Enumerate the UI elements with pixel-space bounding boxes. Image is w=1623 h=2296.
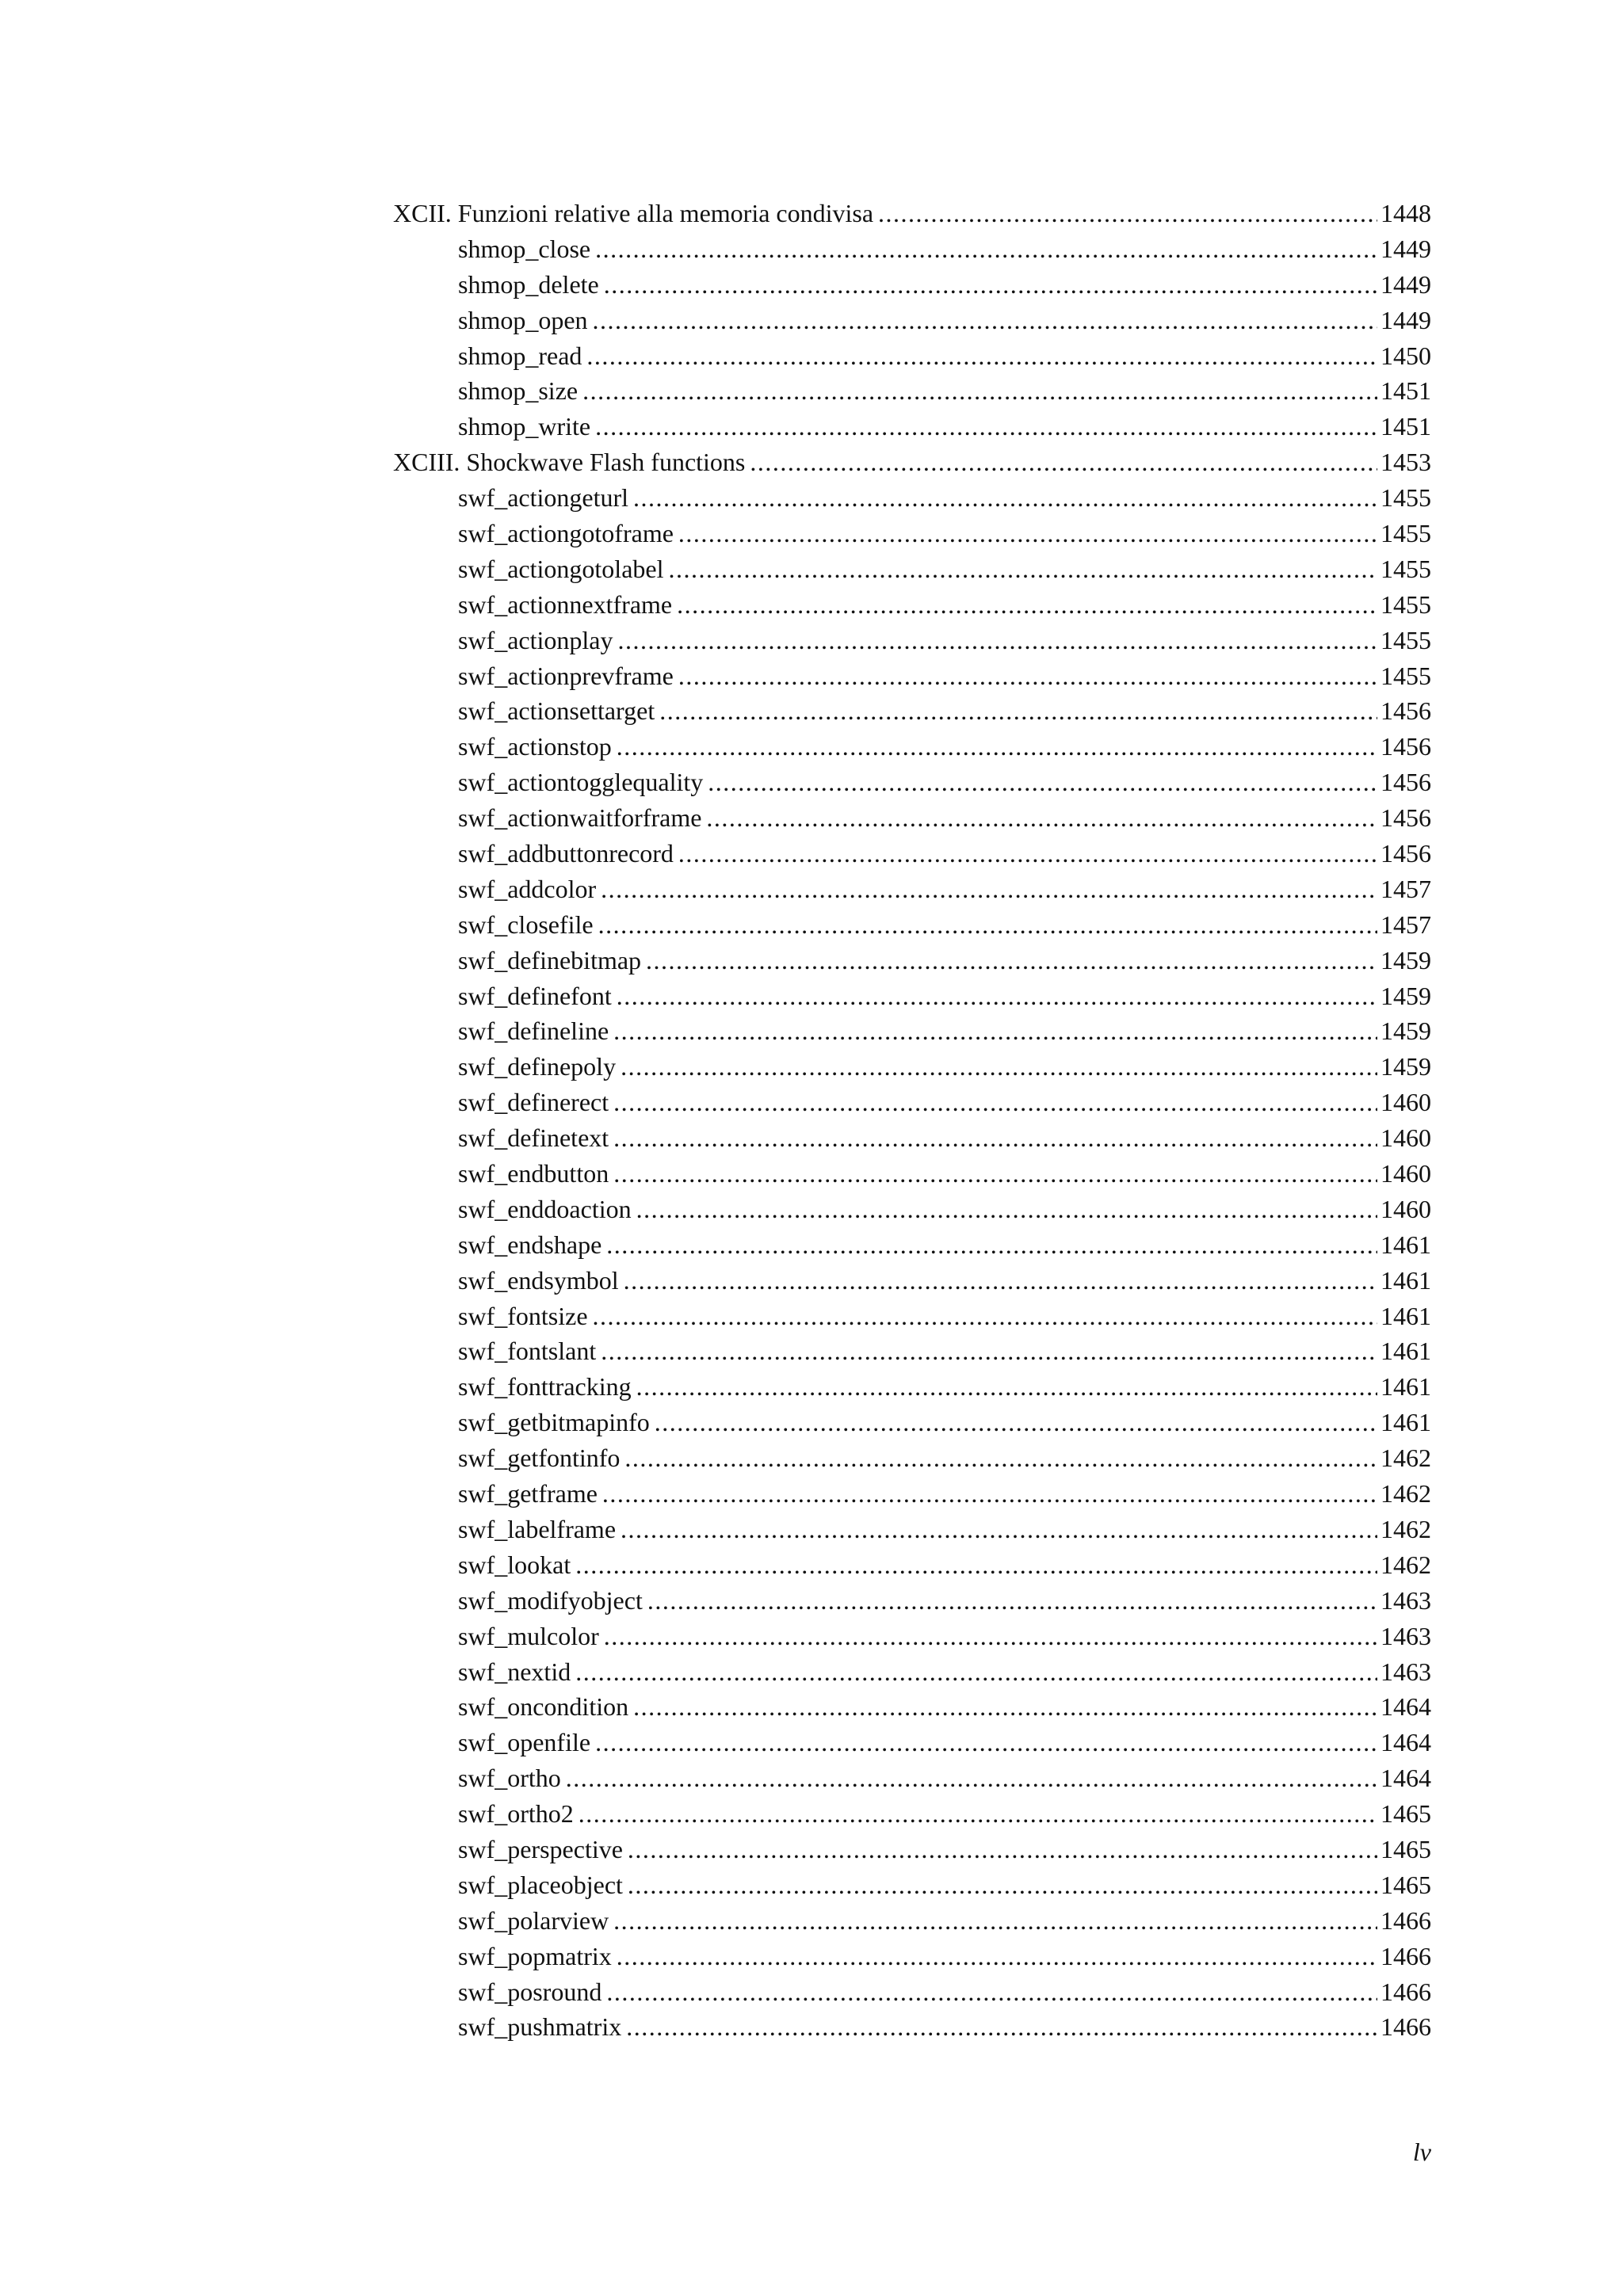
toc-entry-page: 1455 — [1381, 519, 1431, 547]
dot-leader — [579, 1796, 1377, 1832]
toc-entry[interactable] — [393, 587, 1431, 623]
dot-leader — [621, 1049, 1377, 1085]
toc-entry[interactable] — [393, 1974, 1431, 2010]
toc-entry-title: swf_openfile — [458, 1728, 591, 1757]
dot-leader — [613, 1120, 1377, 1156]
toc-entry-page: 1463 — [1381, 1621, 1431, 1650]
toc-entry-page: 1462 — [1381, 1479, 1431, 1508]
toc-entry-title: swf_polarview — [458, 1905, 609, 1935]
dot-leader — [598, 907, 1377, 943]
toc-entry-title: swf_ortho — [458, 1764, 561, 1793]
toc-entry-title: swf_actionsettarget — [458, 696, 655, 726]
toc-entry[interactable] — [393, 551, 1431, 587]
toc-entry-title: swf_fontsize — [458, 1301, 588, 1330]
dot-leader — [677, 587, 1377, 623]
toc-entry-title: swf_getfontinfo — [458, 1444, 621, 1473]
toc-entry[interactable] — [393, 1547, 1431, 1583]
toc-entry-title: shmop_open — [458, 305, 588, 334]
toc-entry-title: swf_fontslant — [458, 1337, 597, 1366]
dot-leader — [624, 1440, 1377, 1476]
toc-entry-title: swf_nextid — [458, 1657, 571, 1686]
dot-leader — [593, 1299, 1377, 1334]
toc-entry[interactable] — [393, 1832, 1431, 1867]
toc-entry-title: swf_posround — [458, 1977, 602, 2006]
dot-leader — [628, 1832, 1377, 1867]
dot-leader — [595, 231, 1377, 267]
toc-entry-title: swf_actiontogglequality — [458, 768, 704, 797]
toc-entry[interactable] — [393, 1725, 1431, 1760]
dot-leader — [604, 267, 1377, 303]
toc-entry-title: swf_actiongotoframe — [458, 519, 674, 547]
dot-leader — [613, 1903, 1377, 1939]
toc-entry[interactable] — [393, 658, 1431, 694]
toc-entry[interactable] — [393, 765, 1431, 800]
table-of-contents — [393, 196, 1431, 2045]
toc-entry-page: 1460 — [1381, 1194, 1431, 1223]
toc-entry[interactable] — [393, 729, 1431, 765]
toc-entry-title: swf_definetext — [458, 1123, 609, 1153]
toc-entry-page: 1465 — [1381, 1834, 1431, 1863]
dot-leader — [750, 444, 1377, 480]
toc-entry-page: 1466 — [1381, 2012, 1431, 2042]
toc-entry[interactable] — [393, 1689, 1431, 1725]
toc-entry-page: 1461 — [1381, 1337, 1431, 1366]
toc-entry-page: 1455 — [1381, 625, 1431, 654]
toc-entry[interactable] — [393, 1227, 1431, 1263]
toc-entry-title: swf_closefile — [458, 910, 594, 939]
toc-entry[interactable] — [393, 1512, 1431, 1547]
toc-entry-title: swf_ortho2 — [458, 1799, 574, 1829]
toc-entry-title: swf_oncondition — [458, 1692, 629, 1722]
toc-entry-page: 1461 — [1381, 1372, 1431, 1402]
toc-entry-page: 1461 — [1381, 1265, 1431, 1295]
dot-leader — [678, 516, 1377, 551]
toc-entry[interactable] — [393, 303, 1431, 338]
toc-entry-page: 1464 — [1381, 1692, 1431, 1722]
toc-entry-page: 1456 — [1381, 768, 1431, 797]
toc-entry-title: swf_pushmatrix — [458, 2012, 622, 2042]
toc-entry-page: 1449 — [1381, 305, 1431, 334]
toc-entry[interactable] — [393, 693, 1431, 729]
toc-entry-title: shmop_size — [458, 376, 579, 406]
dot-leader — [617, 729, 1377, 765]
toc-entry[interactable] — [393, 1760, 1431, 1796]
toc-entry-page: 1460 — [1381, 1088, 1431, 1117]
toc-entry-title: swf_labelframe — [458, 1514, 617, 1543]
toc-entry[interactable] — [393, 231, 1431, 267]
dot-leader — [595, 1725, 1377, 1760]
toc-entry-title: swf_lookat — [458, 1550, 571, 1579]
toc-entry[interactable] — [393, 1085, 1431, 1120]
toc-entry[interactable] — [393, 1013, 1431, 1049]
toc-entry[interactable] — [393, 943, 1431, 978]
toc-entry-title: shmop_read — [458, 341, 582, 370]
toc-entry-page: 1449 — [1381, 234, 1431, 263]
dot-leader — [617, 1939, 1377, 1974]
toc-entry-page: 1451 — [1381, 376, 1431, 406]
dot-leader — [636, 1369, 1377, 1405]
dot-leader — [628, 1867, 1377, 1903]
toc-entry-page: 1456 — [1381, 839, 1431, 868]
toc-entry-title: XCII. Funzioni relative alla memoria condivisa — [393, 198, 874, 227]
toc-entry-page: 1457 — [1381, 874, 1431, 903]
toc-entry-page: 1448 — [1381, 198, 1431, 227]
toc-entry-title: swf_actionnextframe — [458, 589, 673, 619]
dot-leader — [613, 1085, 1377, 1120]
dot-leader — [593, 303, 1377, 338]
toc-entry[interactable] — [393, 1796, 1431, 1832]
toc-entry[interactable] — [393, 373, 1431, 409]
toc-chapter-entry[interactable] — [393, 196, 1431, 231]
toc-entry-page: 1455 — [1381, 554, 1431, 583]
toc-entry-page: 1459 — [1381, 981, 1431, 1010]
toc-entry-title: swf_actionstop — [458, 732, 612, 761]
toc-entry-page: 1465 — [1381, 1799, 1431, 1829]
dot-leader — [668, 551, 1377, 587]
toc-entry[interactable] — [393, 1299, 1431, 1334]
dot-leader — [624, 1263, 1377, 1299]
toc-entry-title: swf_fonttracking — [458, 1372, 632, 1402]
toc-entry-title: swf_endshape — [458, 1230, 602, 1259]
toc-entry-page: 1450 — [1381, 341, 1431, 370]
toc-entry[interactable] — [393, 978, 1431, 1014]
dot-leader — [595, 409, 1377, 444]
toc-entry-page: 1455 — [1381, 483, 1431, 513]
toc-entry[interactable] — [393, 1192, 1431, 1227]
toc-entry-page: 1465 — [1381, 1870, 1431, 1899]
toc-entry-title: swf_enddoaction — [458, 1194, 632, 1223]
toc-entry[interactable] — [393, 1263, 1431, 1299]
toc-entry-title: swf_endbutton — [458, 1159, 609, 1188]
toc-entry-title: swf_actiongeturl — [458, 483, 629, 513]
dot-leader — [878, 196, 1377, 231]
dot-leader — [678, 836, 1377, 871]
toc-entry[interactable] — [393, 1867, 1431, 1903]
dot-leader — [606, 1974, 1377, 2010]
toc-entry-page: 1456 — [1381, 803, 1431, 833]
toc-entry-title: swf_perspective — [458, 1834, 623, 1863]
toc-entry-page: 1462 — [1381, 1550, 1431, 1579]
toc-entry-page: 1463 — [1381, 1657, 1431, 1686]
toc-entry-page: 1449 — [1381, 269, 1431, 299]
toc-entry-page: 1460 — [1381, 1123, 1431, 1153]
toc-entry[interactable] — [393, 623, 1431, 658]
dot-leader — [621, 1512, 1377, 1547]
toc-entry[interactable] — [393, 1334, 1431, 1370]
dot-leader — [606, 1227, 1377, 1263]
toc-entry[interactable] — [393, 1049, 1431, 1085]
toc-entry-title: swf_definebitmap — [458, 945, 642, 974]
toc-entry-title: swf_actiongotolabel — [458, 554, 664, 583]
dot-leader — [706, 800, 1377, 836]
toc-entry[interactable] — [393, 871, 1431, 907]
dot-leader — [604, 1619, 1377, 1654]
dot-leader — [678, 658, 1377, 694]
dot-leader — [582, 373, 1377, 409]
toc-entry-page: 1461 — [1381, 1301, 1431, 1330]
toc-entry-title: swf_definefont — [458, 981, 612, 1010]
toc-entry-page: 1464 — [1381, 1728, 1431, 1757]
toc-entry-title: swf_endsymbol — [458, 1265, 619, 1295]
toc-entry-title: swf_actionprevframe — [458, 661, 674, 690]
toc-entry-page: 1456 — [1381, 732, 1431, 761]
toc-entry-title: swf_definepoly — [458, 1052, 617, 1081]
toc-entry[interactable] — [393, 1120, 1431, 1156]
toc-entry-page: 1455 — [1381, 589, 1431, 619]
toc-entry-title: shmop_write — [458, 412, 591, 441]
dot-leader — [633, 1689, 1377, 1725]
dot-leader — [566, 1760, 1377, 1796]
toc-entry-page: 1463 — [1381, 1585, 1431, 1615]
toc-entry[interactable] — [393, 907, 1431, 943]
toc-entry[interactable] — [393, 409, 1431, 444]
toc-entry-title: swf_getframe — [458, 1479, 598, 1508]
toc-entry-title: swf_actionwaitforframe — [458, 803, 702, 833]
toc-entry[interactable] — [393, 516, 1431, 551]
dot-leader — [601, 871, 1377, 907]
toc-entry-page: 1457 — [1381, 910, 1431, 939]
toc-entry[interactable] — [393, 1405, 1431, 1440]
toc-entry-page: 1456 — [1381, 696, 1431, 726]
dot-leader — [602, 1476, 1377, 1512]
dot-leader — [617, 978, 1377, 1014]
toc-entry-page: 1459 — [1381, 1052, 1431, 1081]
dot-leader — [601, 1333, 1377, 1369]
toc-entry-title: shmop_delete — [458, 269, 599, 299]
toc-entry[interactable] — [393, 1156, 1431, 1192]
toc-entry[interactable] — [393, 480, 1431, 516]
toc-entry-title: swf_modifyobject — [458, 1585, 643, 1615]
dot-leader — [626, 2009, 1377, 2045]
toc-entry[interactable] — [393, 1939, 1431, 1974]
toc-entry-page: 1461 — [1381, 1230, 1431, 1259]
toc-entry-page: 1451 — [1381, 412, 1431, 441]
toc-entry-title: XCIII. Shockwave Flash functions — [393, 448, 746, 477]
toc-entry-title: shmop_close — [458, 234, 591, 263]
toc-entry-page: 1455 — [1381, 661, 1431, 690]
toc-entry-page: 1464 — [1381, 1764, 1431, 1793]
toc-chapter-entry[interactable] — [393, 444, 1431, 480]
toc-entry-title: swf_getbitmapinfo — [458, 1408, 650, 1437]
toc-entry[interactable] — [393, 1903, 1431, 1939]
toc-entry-page: 1466 — [1381, 1905, 1431, 1935]
dot-leader — [575, 1654, 1377, 1690]
toc-entry-page: 1461 — [1381, 1408, 1431, 1437]
toc-entry-title: swf_addcolor — [458, 874, 597, 903]
toc-entry[interactable] — [393, 267, 1431, 303]
toc-entry-title: swf_mulcolor — [458, 1621, 599, 1650]
toc-entry[interactable] — [393, 800, 1431, 836]
toc-entry-page: 1462 — [1381, 1444, 1431, 1473]
toc-entry[interactable] — [393, 338, 1431, 374]
dot-leader — [613, 1156, 1377, 1192]
toc-entry-page: 1466 — [1381, 1941, 1431, 1970]
dot-leader — [613, 1013, 1377, 1049]
toc-entry[interactable] — [393, 1476, 1431, 1512]
toc-entry-title: swf_actionplay — [458, 625, 613, 654]
dot-leader — [586, 338, 1377, 374]
dot-leader — [575, 1547, 1377, 1583]
toc-entry-title: swf_popmatrix — [458, 1941, 612, 1970]
toc-entry[interactable] — [393, 1369, 1431, 1405]
dot-leader — [659, 693, 1377, 729]
toc-entry-title: swf_addbuttonrecord — [458, 839, 674, 868]
dot-leader — [646, 943, 1377, 978]
toc-entry[interactable] — [393, 1619, 1431, 1654]
dot-leader — [633, 480, 1377, 516]
toc-entry[interactable] — [393, 2009, 1431, 2045]
toc-entry-title: swf_defineline — [458, 1016, 609, 1046]
dot-leader — [636, 1192, 1377, 1227]
toc-entry-page: 1459 — [1381, 1016, 1431, 1046]
page-number: lv — [1412, 2138, 1431, 2166]
toc-entry-title: swf_definerect — [458, 1088, 609, 1117]
toc-entry[interactable] — [393, 1654, 1431, 1690]
toc-entry-title: swf_placeobject — [458, 1870, 623, 1899]
toc-entry-page: 1459 — [1381, 945, 1431, 974]
toc-entry[interactable] — [393, 836, 1431, 871]
toc-entry-page: 1466 — [1381, 1977, 1431, 2006]
dot-leader — [655, 1405, 1377, 1440]
dot-leader — [708, 765, 1377, 800]
toc-entry[interactable] — [393, 1440, 1431, 1476]
toc-entry-page: 1453 — [1381, 448, 1431, 477]
toc-entry[interactable] — [393, 1583, 1431, 1619]
toc-entry-page: 1460 — [1381, 1159, 1431, 1188]
toc-entry-page: 1462 — [1381, 1514, 1431, 1543]
dot-leader — [618, 623, 1378, 658]
dot-leader — [647, 1583, 1377, 1619]
